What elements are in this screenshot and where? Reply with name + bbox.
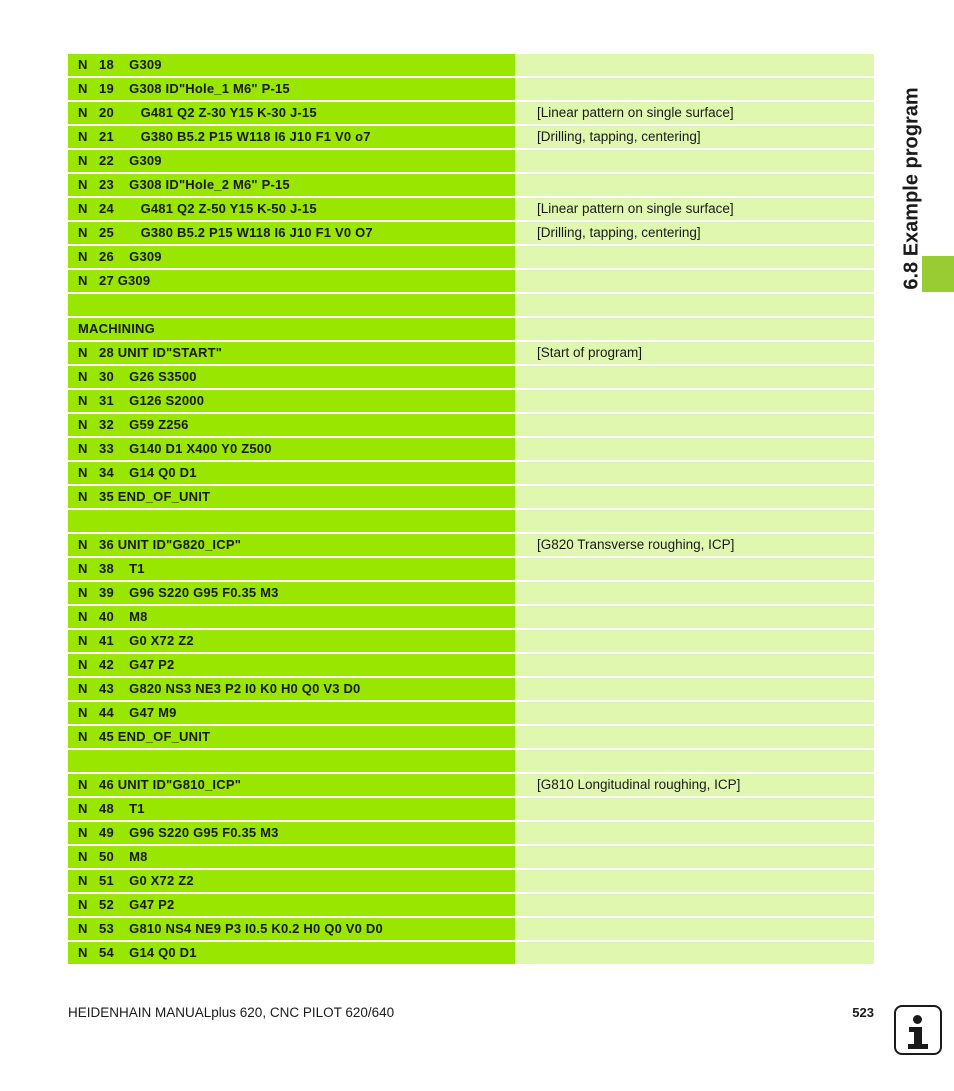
table-row <box>68 774 874 796</box>
nc-code-cell: MACHINING <box>68 318 515 340</box>
comment-cell <box>515 510 874 532</box>
table-row <box>68 702 874 724</box>
comment-cell <box>515 438 874 460</box>
table-row <box>68 750 874 772</box>
comment-cell <box>515 270 874 292</box>
nc-code-cell: N 19 G308 ID"Hole_1 M6" P-15 <box>68 78 515 100</box>
comment-cell <box>515 678 874 700</box>
nc-code-cell: N 33 G140 D1 X400 Y0 Z500 <box>68 438 515 460</box>
comment-cell: [Linear pattern on single surface] <box>515 198 874 220</box>
nc-code-cell: N 48 T1 <box>68 798 515 820</box>
comment-cell <box>515 630 874 652</box>
table-row <box>68 78 874 100</box>
table-row <box>68 558 874 580</box>
nc-code-cell: N 26 G309 <box>68 246 515 268</box>
page-number: 523 <box>852 1005 874 1020</box>
table-row <box>68 846 874 868</box>
comment-cell <box>515 582 874 604</box>
comment-cell <box>515 486 874 508</box>
comment-cell <box>515 558 874 580</box>
comment-cell <box>515 294 874 316</box>
table-row <box>68 822 874 844</box>
comment-cell <box>515 870 874 892</box>
nc-code-cell: N 50 M8 <box>68 846 515 868</box>
nc-code-cell: N 32 G59 Z256 <box>68 414 515 436</box>
comment-cell <box>515 822 874 844</box>
table-row <box>68 270 874 292</box>
comment-cell <box>515 702 874 724</box>
nc-code-cell: N 43 G820 NS3 NE3 P2 I0 K0 H0 Q0 V3 D0 <box>68 678 515 700</box>
table-row <box>68 318 874 340</box>
comment-cell <box>515 726 874 748</box>
table-row <box>68 894 874 916</box>
table-row <box>68 414 874 436</box>
comment-cell <box>515 318 874 340</box>
nc-code-cell: N 39 G96 S220 G95 F0.35 M3 <box>68 582 515 604</box>
footer-text: HEIDENHAIN MANUALplus 620, CNC PILOT 620/640 <box>68 1005 395 1020</box>
table-row <box>68 102 874 124</box>
table-row <box>68 390 874 412</box>
chapter-side-tab <box>892 54 954 322</box>
comment-cell: [G820 Transverse roughing, ICP] <box>515 534 874 556</box>
nc-code-cell: N 20 G481 Q2 Z-30 Y15 K-30 J-15 <box>68 102 515 124</box>
comment-cell: [Drilling, tapping, centering] <box>515 126 874 148</box>
table-row <box>68 438 874 460</box>
comment-cell <box>515 942 874 964</box>
comment-cell <box>515 78 874 100</box>
nc-code-cell <box>68 750 515 772</box>
table-row <box>68 630 874 652</box>
comment-cell: [G810 Longitudinal roughing, ICP] <box>515 774 874 796</box>
comment-cell <box>515 246 874 268</box>
chapter-title <box>892 54 932 322</box>
table-row <box>68 798 874 820</box>
nc-code-cell: N 44 G47 M9 <box>68 702 515 724</box>
table-row <box>68 510 874 532</box>
table-row <box>68 534 874 556</box>
comment-cell <box>515 606 874 628</box>
nc-code-cell: N 53 G810 NS4 NE9 P3 I0.5 K0.2 H0 Q0 V0 D0 <box>68 918 515 940</box>
table-row <box>68 126 874 148</box>
table-row <box>68 918 874 940</box>
comment-cell <box>515 654 874 676</box>
table-row <box>68 654 874 676</box>
comment-cell: [Linear pattern on single surface] <box>515 102 874 124</box>
nc-code-cell: N 45 END_OF_UNIT <box>68 726 515 748</box>
comment-cell <box>515 918 874 940</box>
comment-cell: [Start of program] <box>515 342 874 364</box>
nc-code-cell: N 42 G47 P2 <box>68 654 515 676</box>
nc-code-cell: N 30 G26 S3500 <box>68 366 515 388</box>
nc-code-cell: N 23 G308 ID"Hole_2 M6" P-15 <box>68 174 515 196</box>
nc-code-cell: N 22 G309 <box>68 150 515 172</box>
nc-code-cell: N 51 G0 X72 Z2 <box>68 870 515 892</box>
nc-code-cell: N 35 END_OF_UNIT <box>68 486 515 508</box>
nc-code-cell: N 31 G126 S2000 <box>68 390 515 412</box>
comment-cell <box>515 150 874 172</box>
nc-code-cell: N 52 G47 P2 <box>68 894 515 916</box>
table-row <box>68 150 874 172</box>
nc-code-cell: N 36 UNIT ID"G820_ICP" <box>68 534 515 556</box>
comment-cell <box>515 174 874 196</box>
table-row <box>68 174 874 196</box>
comment-cell <box>515 54 874 76</box>
table-row <box>68 678 874 700</box>
table-row <box>68 366 874 388</box>
comment-cell <box>515 798 874 820</box>
nc-code-cell: N 27 G309 <box>68 270 515 292</box>
table-row <box>68 342 874 364</box>
nc-code-cell: N 54 G14 Q0 D1 <box>68 942 515 964</box>
nc-code-cell: N 49 G96 S220 G95 F0.35 M3 <box>68 822 515 844</box>
comment-cell <box>515 390 874 412</box>
table-row <box>68 486 874 508</box>
comment-cell <box>515 894 874 916</box>
nc-code-cell: N 46 UNIT ID"G810_ICP" <box>68 774 515 796</box>
comment-cell <box>515 462 874 484</box>
nc-code-cell <box>68 294 515 316</box>
nc-code-cell: N 28 UNIT ID"START" <box>68 342 515 364</box>
nc-code-cell: N 38 T1 <box>68 558 515 580</box>
nc-code-cell: N 24 G481 Q2 Z-50 Y15 K-50 J-15 <box>68 198 515 220</box>
nc-code-cell: N 18 G309 <box>68 54 515 76</box>
nc-code-cell: N 41 G0 X72 Z2 <box>68 630 515 652</box>
comment-cell <box>515 750 874 772</box>
comment-cell <box>515 366 874 388</box>
comment-cell: [Drilling, tapping, centering] <box>515 222 874 244</box>
nc-code-cell: N 40 M8 <box>68 606 515 628</box>
nc-code-cell: N 25 G380 B5.2 P15 W118 I6 J10 F1 V0 O7 <box>68 222 515 244</box>
nc-code-cell: N 21 G380 B5.2 P15 W118 I6 J10 F1 V0 o7 <box>68 126 515 148</box>
table-row <box>68 462 874 484</box>
table-row <box>68 222 874 244</box>
nc-code-cell <box>68 510 515 532</box>
table-row <box>68 942 874 964</box>
table-row <box>68 246 874 268</box>
nc-code-cell: N 34 G14 Q0 D1 <box>68 462 515 484</box>
table-row <box>68 870 874 892</box>
table-row <box>68 726 874 748</box>
comment-cell <box>515 414 874 436</box>
comment-cell <box>515 846 874 868</box>
table-row <box>68 198 874 220</box>
table-row <box>68 294 874 316</box>
info-icon <box>894 1005 942 1055</box>
table-row <box>68 54 874 76</box>
program-listing-table <box>68 54 874 966</box>
chapter-title-text: 6.8 Example program <box>900 86 923 290</box>
table-row <box>68 582 874 604</box>
table-row <box>68 606 874 628</box>
